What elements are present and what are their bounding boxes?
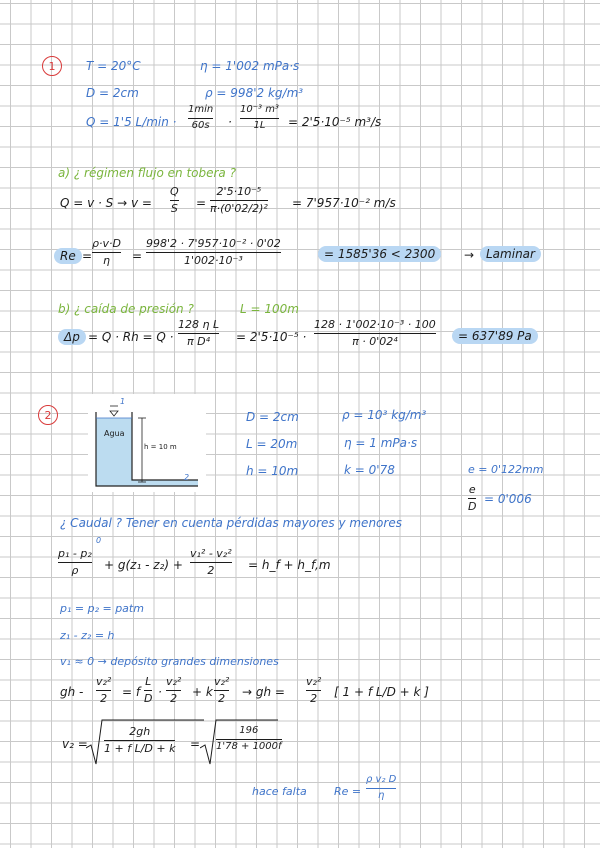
point-1-label: 1 [120,397,126,406]
problem-1-number: 1 [42,56,62,76]
velocity-2-eq: = [190,737,201,751]
dot: · [228,115,232,129]
bernoulli-pressure: p₁ - p₂ ρ [58,547,92,577]
density: ρ = 998'2 kg/m³ [205,86,304,100]
roughness: e = 0'122mm [468,463,544,476]
reynolds-result: = 1585'36 < 2300 [318,246,441,262]
note-zero: 0 [96,536,102,545]
energy-f3: v₂² 2 [166,675,182,705]
pressure-drop-label: Δp [58,329,86,345]
pressure-drop-mid: = Q · Rh = Q · [88,330,174,344]
velocity-frac-qs: Q S [170,185,179,215]
energy-lhs: gh - [60,685,84,699]
reynolds-2-formula: ρ v₂ D η [366,774,397,801]
pressure-drop-eq2: = 2'5·10⁻⁵ · [236,330,307,344]
energy-bracket: [ 1 + f L/D + k ] [334,685,429,699]
velocity-result: = 7'957·10⁻² m/s [292,196,396,210]
velocity-2-label: v₂ = [62,737,88,751]
conversion-litre: 10⁻³ m³ 1L [240,104,279,131]
problem-2-number: 2 [38,405,58,425]
reynolds-label: Re [54,248,82,264]
energy-f1: v₂² 2 [96,675,112,705]
energy-f2: L D [144,675,153,705]
arrow: → [464,248,475,262]
bernoulli-result: = h_f + h_f,m [248,558,331,572]
reynolds-2-label: Re = [334,785,362,798]
bernoulli-velocity: v₁² - v₂² 2 [190,547,232,577]
length-b: L = 100m [240,302,299,316]
bernoulli-mid: + g(z₁ - z₂) + [104,558,183,572]
relative-roughness: e D [468,483,477,513]
energy-dot: · [158,685,162,699]
height-label: h = 10 m [144,443,177,451]
question-b: b) ¿ caída de presión ? [58,302,194,316]
energy-plus-k: + k [192,685,213,699]
temperature: T = 20°C [86,59,141,73]
laminar-result: Laminar [480,246,541,262]
pressure-drop-values: 128 · 1'002·10⁻³ · 100 π · 0'02⁴ [314,318,436,348]
density-2: ρ = 10³ kg/m³ [342,408,427,422]
equals: = [82,249,93,263]
condition-height: z₁ - z₂ = h [60,629,115,642]
conversion-min: 1min 60s [188,104,214,131]
pressure-drop-result: = 637'89 Pa [452,328,538,344]
velocity-2-formula: 2gh 1 + f L/D + k [104,725,176,755]
energy-f5: v₂² 2 [306,675,322,705]
flow-rate-result: = 2'5·10⁻⁵ m³/s [288,115,382,129]
velocity-lhs: Q = v · S → v = [60,196,152,210]
equals: = [196,196,207,210]
point-2-label: 2 [184,473,190,482]
tank-figure [88,394,206,492]
question-a: a) ¿ régimen flujo en tobera ? [58,166,236,180]
hagen-poiseuille: 128 η L π D⁴ [178,318,220,348]
diameter: D = 2cm [86,86,139,100]
hace-falta-note: hace falta [252,785,307,798]
water-label: Agua [104,429,125,438]
viscosity: η = 1'002 mPa·s [200,59,300,73]
diameter-2: D = 2cm [246,410,299,424]
reynolds-values: 998'2 · 7'957·10⁻² · 0'02 1'002·10⁻³ [146,237,281,267]
viscosity-2: η = 1 mPa·s [344,436,418,450]
loss-coefficient: k = 0'78 [344,463,395,477]
equals: = [132,249,143,263]
length-2: L = 20m [246,437,298,451]
height-2: h = 10m [246,464,299,478]
condition-pressure: p₁ = p₂ = patm [60,602,144,615]
velocity-2-values: 196 1'78 + 1000f [216,725,282,752]
reynolds-formula: ρ·v·D η [92,237,121,267]
condition-velocity: v₁ ≈ 0 → depósito grandes dimensiones [60,655,279,668]
flow-rate-lhs: Q = 1'5 L/min · [86,115,177,129]
question-caudal: ¿ Caudal ? Tener en cuenta pérdidas mayores y menores [60,516,402,530]
energy-arrow: → gh = [242,685,285,699]
energy-f4: v₂² 2 [214,675,230,705]
energy-eq: = f [122,685,141,699]
velocity-frac-values: 2'5·10⁻⁵ π·(0'02/2)² [210,185,268,215]
relative-roughness-result: = 0'006 [484,492,532,506]
